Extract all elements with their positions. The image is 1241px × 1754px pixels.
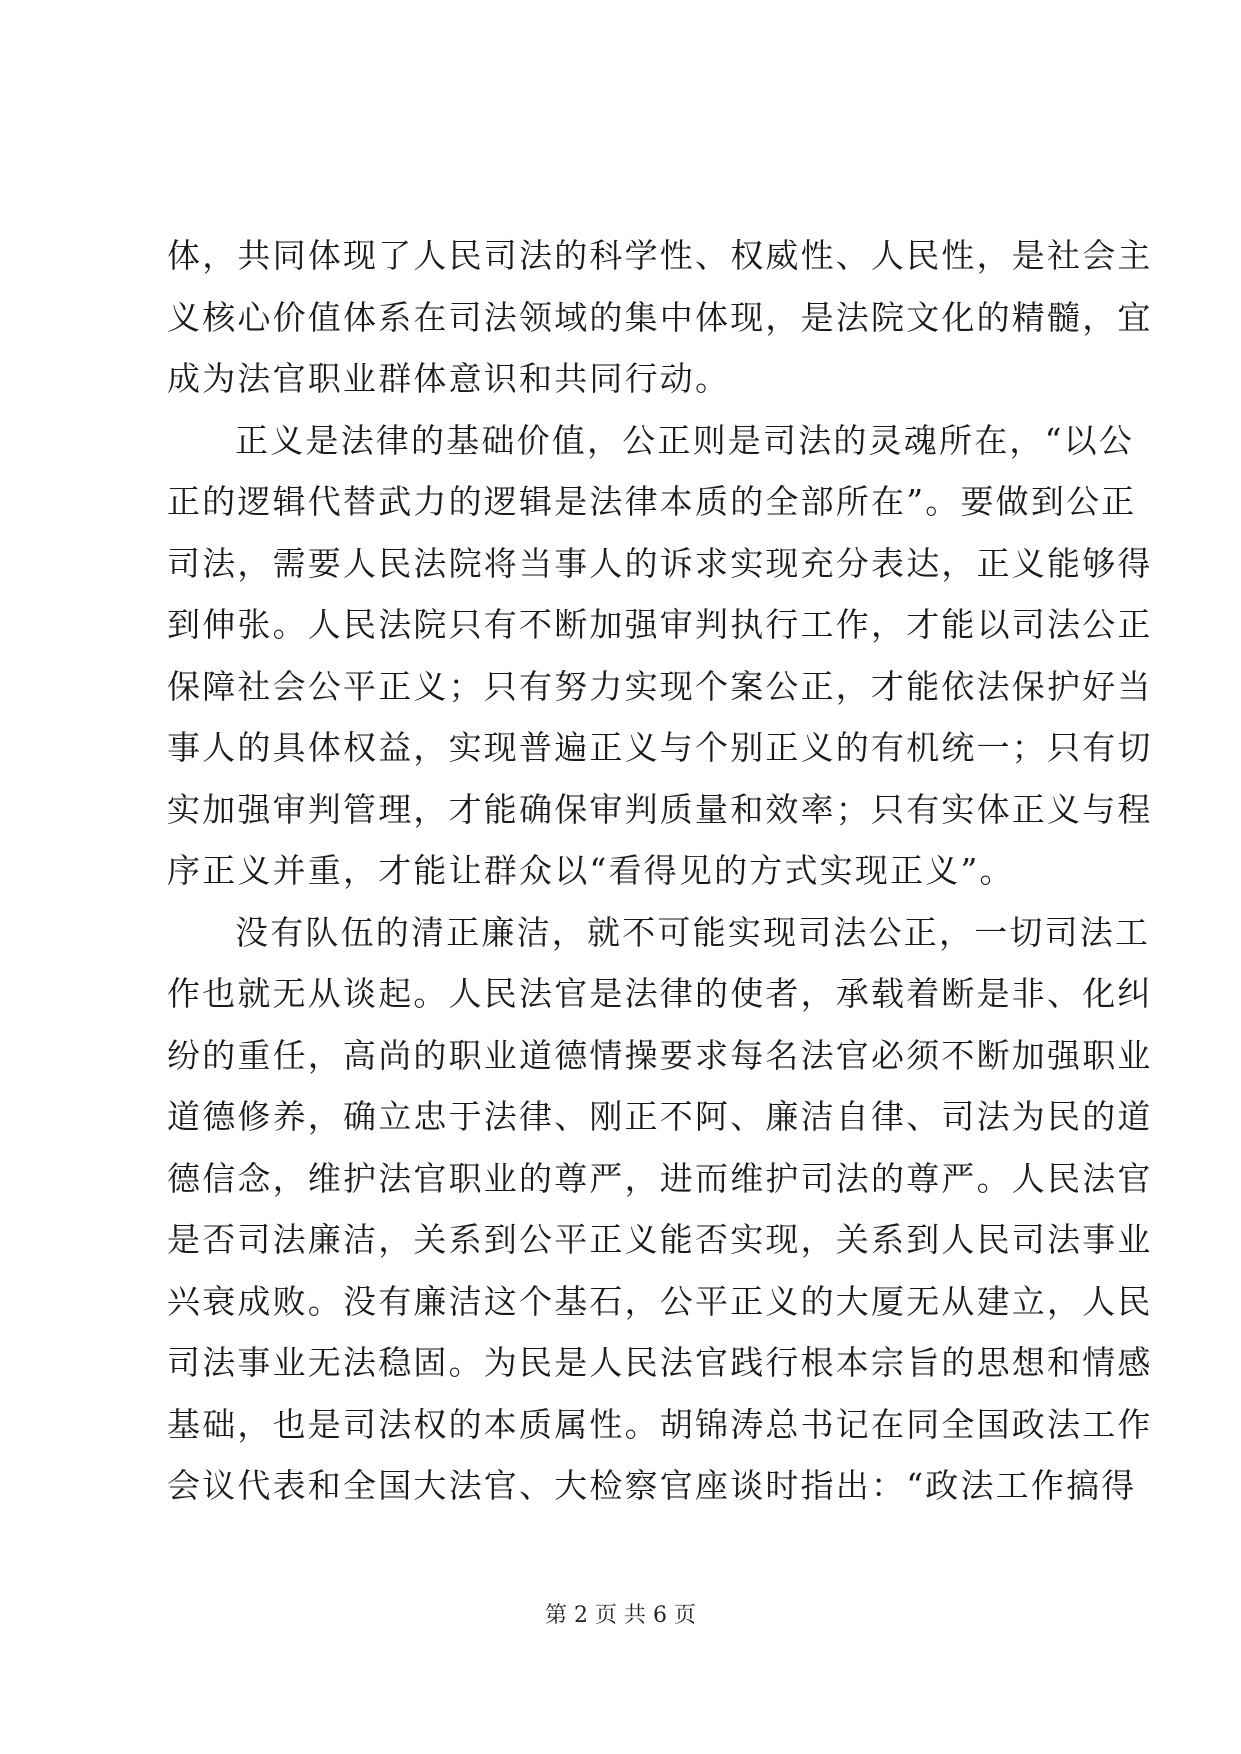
text-line: 到伸张。人民法院只有不断加强审判执行工作，才能以司法公正 [167,605,1153,644]
text-line: 正的逻辑代替武力的逻辑是法律本质的全部所在”。要做到公正 [167,482,1137,521]
text-line: 兴衰成败。没有廉洁这个基石，公平正义的大厦无从建立，人民 [167,1281,1153,1321]
text-line: 没有队伍的清正廉洁，就不可能实现司法公正，一切司法工 [235,912,1151,952]
text-line: 是否司法廉洁，关系到公平正义能否实现，关系到人民司法事业 [167,1220,1153,1259]
body-text [167,225,1153,1517]
text-line: 事人的具体权益，实现普遍正义与个别正义的有机统一；只有切 [167,728,1153,767]
text-line: 成为法官职业群体意识和共同行动。 [167,359,731,398]
text-line: 司法事业无法稳固。为民是人民法官践行根本宗旨的思想和情感 [167,1343,1153,1382]
text-line: 道德修养，确立忠于法律、刚正不阿、廉洁自律、司法为民的道 [167,1097,1153,1136]
text-line: 司法，需要人民法院将当事人的诉求实现充分表达，正义能够得 [167,543,1153,583]
text-line: 基础，也是司法权的本质属性。胡锦涛总书记在同全国政法工作 [167,1404,1153,1444]
text-line: 实加强审判管理，才能确保审判质量和效率；只有实体正义与程 [167,789,1153,829]
text-line: 作也就无从谈起。人民法官是法律的使者，承载着断是非、化纠 [167,974,1153,1013]
text-line: 体，共同体现了人民司法的科学性、权威性、人民性，是社会主 [167,236,1153,275]
text-line: 德信念，维护法官职业的尊严，进而维护司法的尊严。人民法官 [167,1158,1153,1198]
text-line: 序正义并重，才能让群众以“看得见的方式实现正义”。 [167,851,1015,890]
text-line: 义核心价值体系在司法领域的集中体现，是法院文化的精髓，宜 [167,297,1153,337]
text-line: 纷的重任，高尚的职业道德情操要求每名法官必须不断加强职业 [167,1035,1153,1075]
text-line: 保障社会公平正义；只有努力实现个案公正，才能依法保护好当 [167,666,1153,706]
page-footer: 第 2 页 共 6 页 [545,1603,696,1628]
text-line: 正义是法律的基础价值，公正则是司法的灵魂所在，“以公 [235,420,1135,460]
text-line: 会议代表和全国大法官、大检察官座谈时指出：“政法工作搞得 [167,1466,1137,1505]
